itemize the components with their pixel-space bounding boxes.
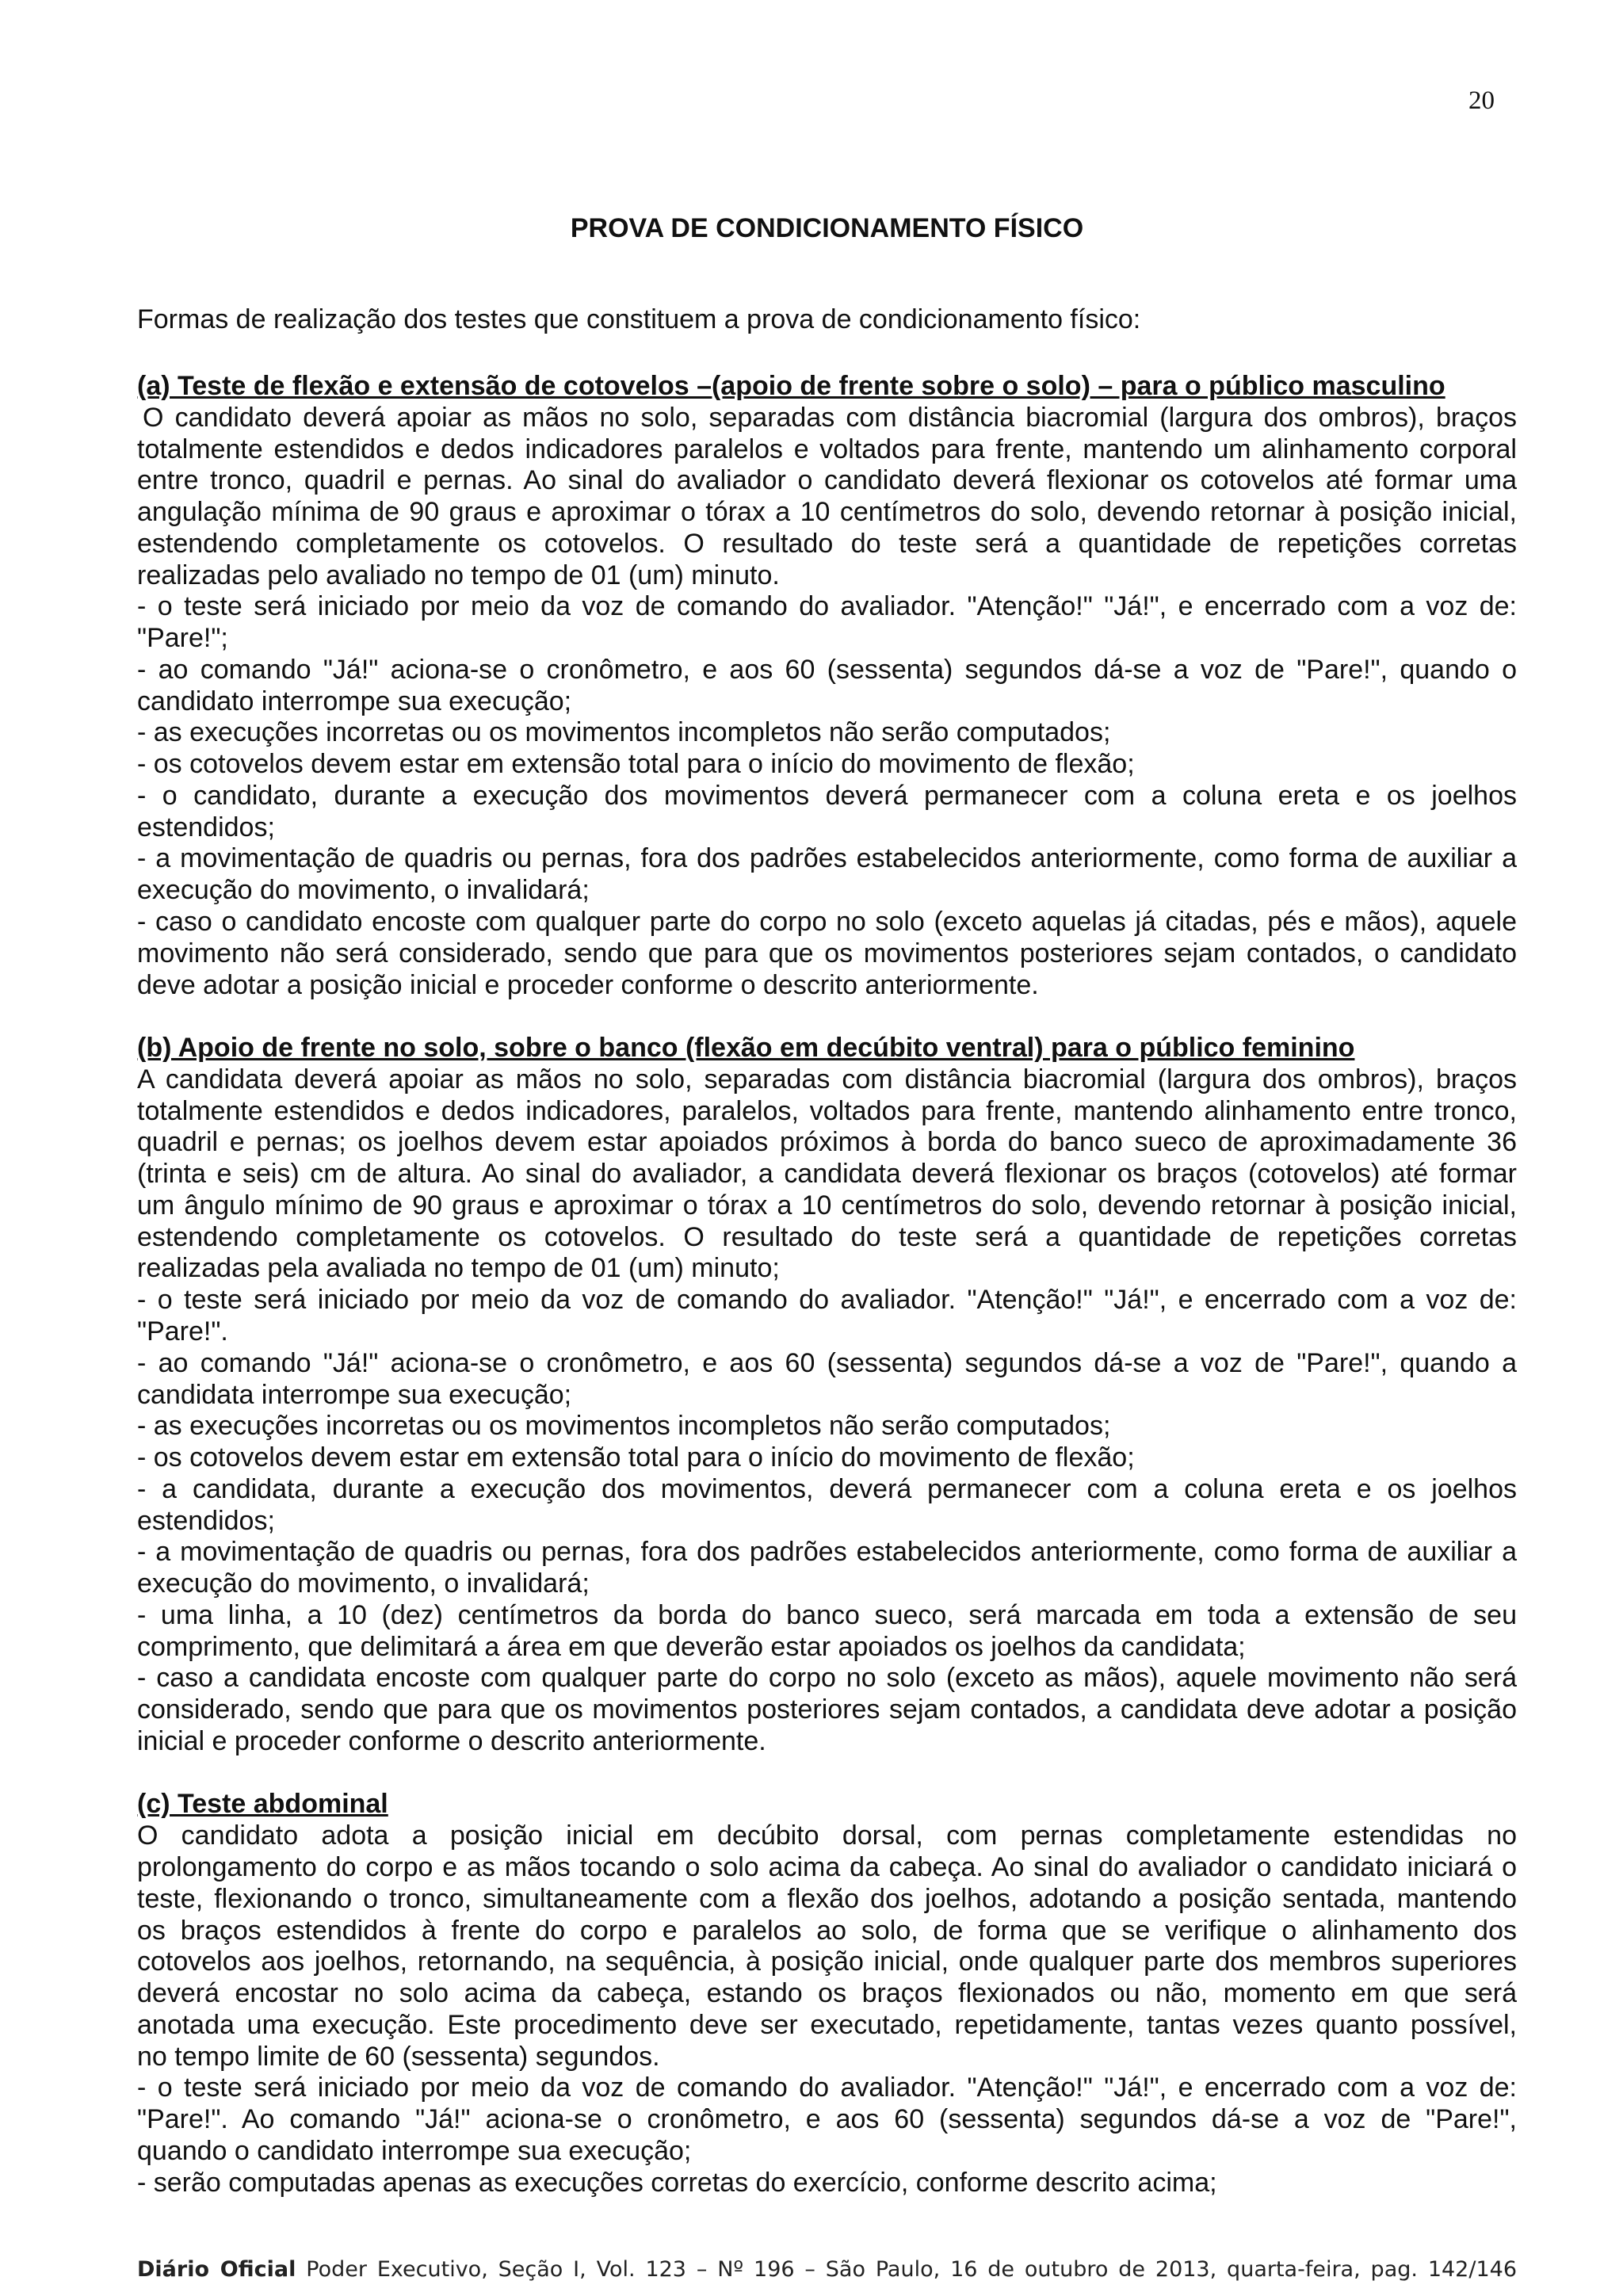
rule-item	[137, 1411, 1517, 1442]
body-paragraph	[137, 403, 1517, 592]
section-b	[137, 1033, 1517, 1758]
section-heading: (b) Apoio de frente no solo, sobre o banco (flexão em decúbito ventral) para o público feminino	[137, 1033, 1355, 1064]
text-line: execução do movimento, o invalidará;	[137, 875, 590, 906]
text-line: - o teste será iniciado por meio da voz de comando do avaliador. "Atenção!" "Já!", e encerrado com a voz de:	[137, 1285, 1517, 1316]
section-a	[137, 371, 1517, 1001]
text-line: - os cotovelos devem estar em extensão total para o início do movimento de flexão;	[137, 1442, 1135, 1473]
text-line: - o candidato, durante a execução dos movimentos deverá permanecer com a coluna ereta e os joelhos	[137, 780, 1517, 811]
text-line: A candidata deverá apoiar as mãos no solo, separadas com distância biacromial (largura dos ombros), braços	[137, 1064, 1517, 1095]
text-line: O candidato adota a posição inicial em decúbito dorsal, com pernas completamente estendidas no	[137, 1820, 1517, 1851]
text-line: - ao comando "Já!" aciona-se o cronômetro, e aos 60 (sessenta) segundos dá-se a voz de "Pare!", quando o	[137, 654, 1517, 685]
rule-item	[137, 1600, 1517, 1664]
rule-item	[137, 843, 1517, 907]
body-paragraph	[137, 1820, 1517, 2073]
text-line: - o teste será iniciado por meio da voz de comando do avaliador. "Atenção!" "Já!", e encerrado com a voz de:	[137, 591, 1517, 622]
rule-item	[137, 1537, 1517, 1600]
text-line: prolongamento do corpo e as mãos tocando o solo acima da cabeça. Ao sinal do avaliador o candidato iniciará o	[137, 1851, 1517, 1882]
rule-item	[137, 2073, 1517, 2167]
text-line: "Pare!". Ao comando "Já!" aciona-se o cronômetro, e aos 60 (sessenta) segundos dá-se a voz de "Pare!",	[137, 2104, 1517, 2135]
text-line: quando o candidato interrompe sua execução;	[137, 2135, 692, 2166]
text-line: estendidos;	[137, 812, 275, 842]
text-line: O candidato deverá apoiar as mãos no solo, separadas com distância biacromial (largura dos ombros), braços	[143, 402, 1517, 433]
text-line: - ao comando "Já!" aciona-se o cronômetro, e aos 60 (sessenta) segundos dá-se a voz de "Pare!", quando a	[137, 1347, 1517, 1378]
text-line: candidata interrompe sua execução;	[137, 1379, 572, 1410]
text-line: - caso a candidata encoste com qualquer parte do corpo no solo (exceto as mãos), aquele movimento não será	[137, 1663, 1517, 1694]
intro-text: Formas de realização dos testes que constituem a prova de condicionamento físico:	[137, 304, 1141, 334]
rule-item	[137, 781, 1517, 844]
text-line: - serão computadas apenas as execuções corretas do exercício, conforme descrito acima;	[137, 2167, 1217, 2198]
body-paragraph	[137, 1064, 1517, 1285]
footer-issue-details: Poder Executivo, Seção I, Vol. 123 – Nº 196 – São Paulo, 16 de outubro de 2013, quarta-feira, pag. 142/146	[306, 2257, 1517, 2282]
rule-item	[137, 1474, 1517, 1538]
text-line: os braços estendidos à frente do corpo e paralelos ao solo, de forma que se verifique o alinhamento dos	[137, 1915, 1517, 1946]
text-line: anotada uma execução. Este procedimento deve ser executado, repetidamente, tantas vezes quanto possível,	[137, 2009, 1517, 2040]
text-line: totalmente estendidos e dedos indicadores, paralelos, voltados para frente, mantendo alinhamento entre tronco,	[137, 1095, 1517, 1126]
text-line: movimento não será considerado, sendo que para que os movimentos posteriores sejam contados, o candidato	[137, 938, 1517, 968]
page-footer	[137, 2256, 1517, 2283]
text-line: - caso o candidato encoste com qualquer parte do corpo no solo (exceto aquelas já citadas, pés e mãos), aquele	[137, 907, 1517, 938]
rule-item	[137, 1285, 1517, 1348]
text-line: - as execuções incorretas ou os movimentos incompletos não serão computados;	[137, 1411, 1111, 1442]
text-line: entre tronco, quadril e pernas. Ao sinal do avaliador o candidato deverá flexionar os cotovelos até formar uma	[137, 465, 1517, 496]
document-title: PROVA DE CONDICIONAMENTO FÍSICO	[570, 213, 1084, 243]
text-line: - a candidata, durante a execução dos movimentos, deverá permanecer com a coluna ereta e os joelhos	[137, 1473, 1517, 1504]
text-line: execução do movimento, o invalidará;	[137, 1568, 590, 1599]
text-line: candidato interrompe sua execução;	[137, 686, 572, 716]
rule-item	[137, 1663, 1517, 1757]
text-line: estendendo completamente os cotovelos. O resultado do teste será a quantidade de repetições corretas	[137, 528, 1517, 559]
text-line: realizadas pela avaliada no tempo de 01 (um) minuto;	[137, 1253, 780, 1284]
text-line: comprimento, que delimitará a área em que deverão estar apoiados os joelhos da candidata;	[137, 1631, 1246, 1662]
text-line: cotovelos aos joelhos, retornando, na sequência, à posição inicial, onde qualquer parte dos membros superiores	[137, 1946, 1517, 1977]
text-line: - os cotovelos devem estar em extensão total para o início do movimento de flexão;	[137, 749, 1135, 780]
rule-item	[137, 655, 1517, 718]
text-line: - a movimentação de quadris ou pernas, fora dos padrões estabelecidos anteriormente, como forma de auxiliar a	[137, 1537, 1517, 1568]
text-line: - uma linha, a 10 (dez) centímetros da borda do banco sueco, será marcada em toda a extensão de seu	[137, 1599, 1517, 1630]
text-line: estendendo completamente os cotovelos. O resultado do teste será a quantidade de repetições corretas	[137, 1221, 1517, 1252]
text-line: angulação mínima de 90 graus e aproximar o tórax a 10 centímetros do solo, devendo retornar à posição inicial,	[137, 497, 1517, 528]
text-line: - o teste será iniciado por meio da voz de comando do avaliador. "Atenção!" "Já!", e encerrado com a voz de:	[137, 2073, 1517, 2103]
text-line: totalmente estendidos e dedos indicadores paralelos e voltados para frente, mantendo um alinhamento corporal	[137, 434, 1517, 464]
text-line: teste, flexionando o tronco, simultaneamente com a flexão dos joelhos, adotando a posição sentada, mantendo	[137, 1883, 1517, 1914]
rule-item	[137, 1442, 1517, 1474]
text-line: deverá encostar no solo acima da cabeça, estando os braços flexionados ou não, momento em que será	[137, 1978, 1517, 2009]
document-body	[137, 371, 1517, 2199]
section-heading: (a) Teste de flexão e extensão de cotovelos –(apoio de frente sobre o solo) – para o público masculino	[137, 371, 1445, 401]
rule-item	[137, 2168, 1517, 2199]
text-line: realizadas pelo avaliado no tempo de 01 (um) minuto.	[137, 560, 780, 590]
section-c	[137, 1789, 1517, 2199]
text-line: inicial e proceder conforme o descrito anteriormente.	[137, 1725, 766, 1756]
text-line: quadril e pernas; os joelhos devem estar apoiados próximos à borda do banco sueco de aproximadamente 36	[137, 1127, 1517, 1158]
text-line: deve adotar a posição inicial e proceder conforme o descrito anteriormente.	[137, 969, 1039, 1000]
rule-item	[137, 907, 1517, 1001]
text-line: estendidos;	[137, 1505, 275, 1536]
text-line: - a movimentação de quadris ou pernas, fora dos padrões estabelecidos anteriormente, como forma de auxiliar a	[137, 843, 1517, 874]
section-heading: (c) Teste abdominal	[137, 1789, 388, 1820]
text-line: um ângulo mínimo de 90 graus e aproximar o tórax a 10 centímetros do solo, devendo retornar à posição inicial,	[137, 1190, 1517, 1221]
text-line: "Pare!".	[137, 1316, 228, 1347]
text-line: considerado, sendo que para que os movimentos posteriores sejam contados, a candidata deve adotar a posição	[137, 1694, 1517, 1725]
rule-item	[137, 717, 1517, 749]
rule-item	[137, 591, 1517, 655]
footer-publication-name: Diário Oficial	[137, 2257, 296, 2282]
rule-item	[137, 749, 1517, 781]
text-line: - as execuções incorretas ou os movimentos incompletos não serão computados;	[137, 717, 1111, 748]
page-number: 20	[1468, 86, 1495, 115]
text-line: no tempo limite de 60 (sessenta) segundos.	[137, 2041, 660, 2072]
rule-item	[137, 1348, 1517, 1412]
text-line: "Pare!";	[137, 623, 228, 654]
text-line: (trinta e seis) cm de altura. Ao sinal do avaliador, a candidata deverá flexionar os braços (cotovelos) até formar	[137, 1159, 1517, 1190]
